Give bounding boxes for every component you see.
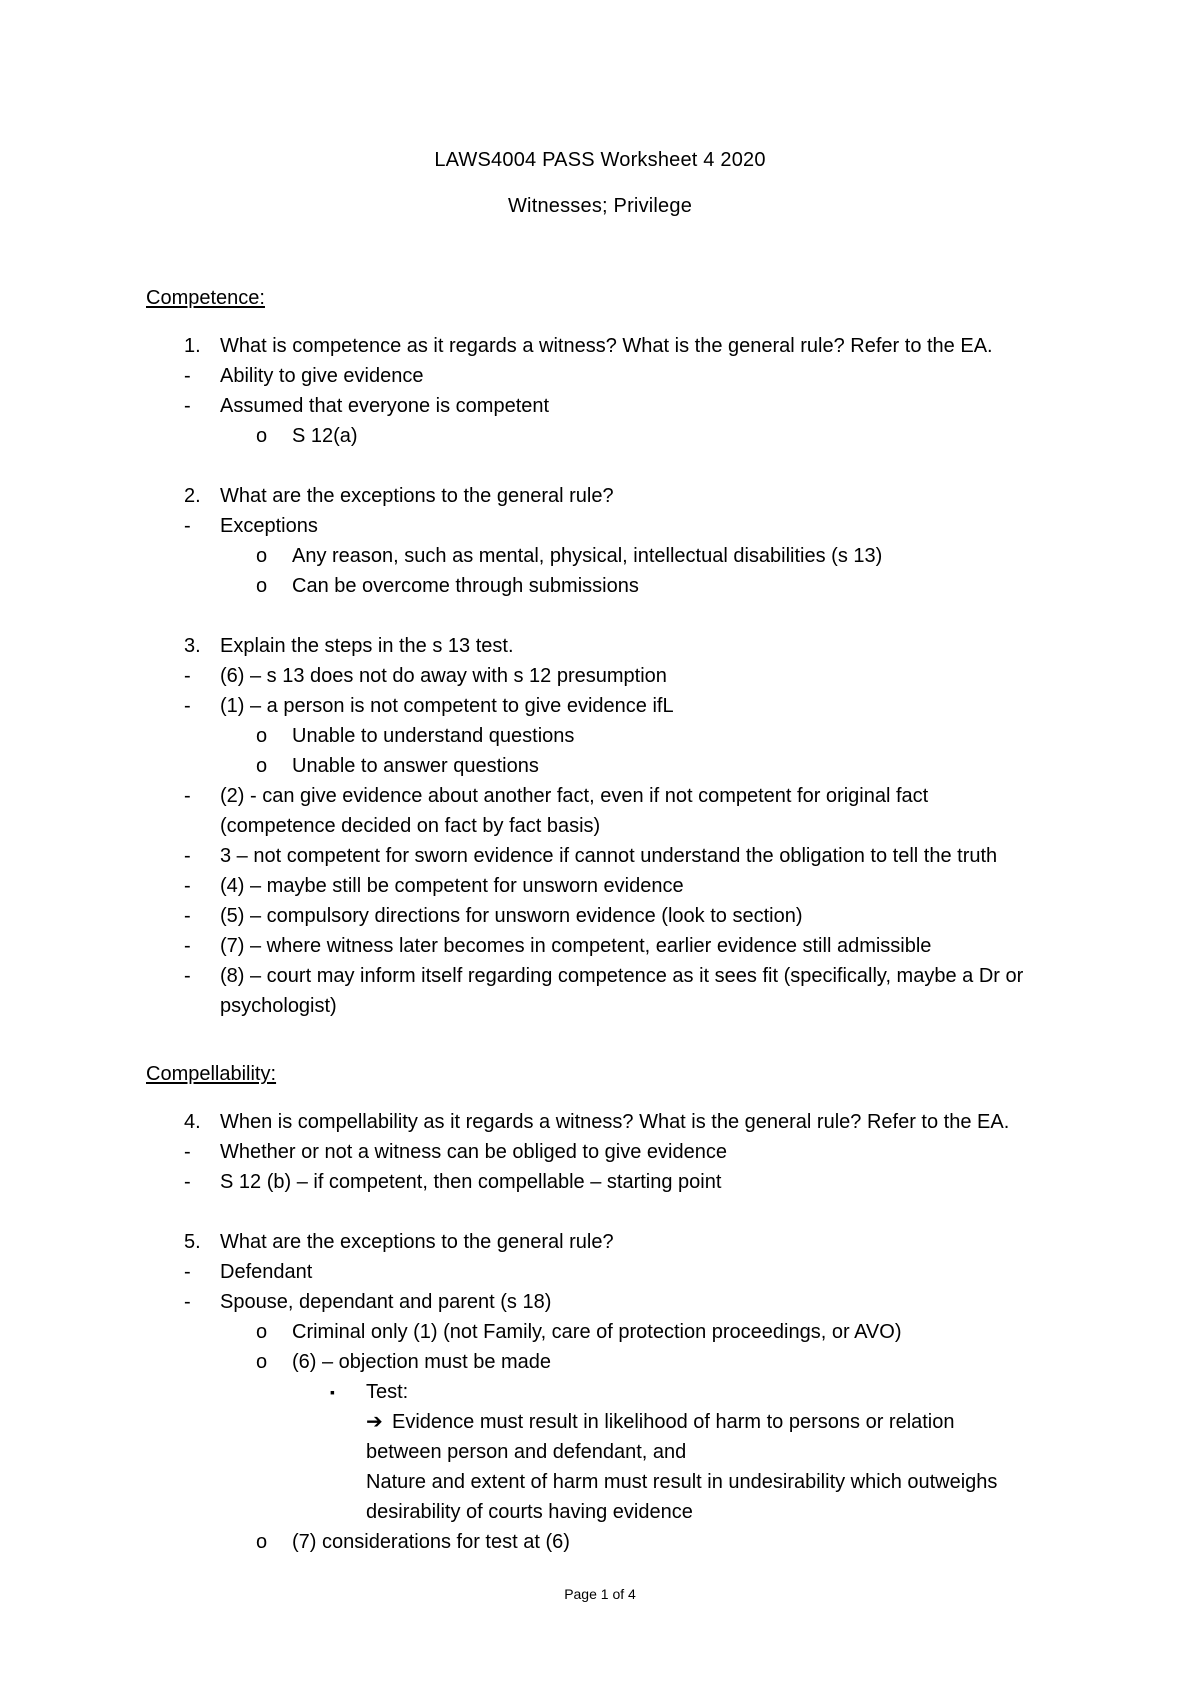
- dash-bullet: -: [184, 695, 191, 717]
- sub-list-item-text: Criminal only (1) (not Family, care of protection proceedings, or AVO): [292, 1321, 902, 1343]
- list-item-text: (8) – court may inform itself regarding competence as it sees fit (specifically, maybe a Dr or: [220, 965, 1024, 987]
- question-number: 2.: [184, 485, 201, 507]
- dash-bullet: -: [184, 1261, 191, 1283]
- sub-list-item-text: S 12(a): [292, 425, 358, 447]
- list-item-text: S 12 (b) – if competent, then compellable – starting point: [220, 1171, 722, 1193]
- arrow-icon: ➔: [366, 1411, 383, 1433]
- dash-bullet: -: [184, 785, 191, 807]
- list-item-text: Defendant: [220, 1261, 313, 1283]
- dash-bullet: -: [184, 875, 191, 897]
- dash-bullet: -: [184, 935, 191, 957]
- sub-list-item-text: Unable to answer questions: [292, 755, 539, 777]
- list-item-text: Assumed that everyone is competent: [220, 395, 550, 417]
- dash-bullet: -: [184, 1291, 191, 1313]
- question-number: 4.: [184, 1111, 201, 1133]
- circle-bullet: o: [256, 1531, 268, 1553]
- sub-sub-list-item-text: Test:: [366, 1381, 409, 1403]
- dash-bullet: -: [184, 1141, 191, 1163]
- section-heading-competence: Competence:: [146, 287, 265, 309]
- circle-bullet: o: [256, 755, 268, 777]
- document-title: LAWS4004 PASS Worksheet 4 2020: [434, 149, 766, 171]
- circle-bullet: o: [256, 1351, 268, 1373]
- question-number: 1.: [184, 335, 201, 357]
- circle-bullet: o: [256, 575, 268, 597]
- list-item-text: Spouse, dependant and parent (s 18): [220, 1291, 552, 1313]
- sub-list-item-text: (6) – objection must be made: [292, 1351, 552, 1373]
- list-item-text: (2) - can give evidence about another fact, even if not competent for original fact: [220, 785, 929, 807]
- list-item-continuation: psychologist): [220, 995, 337, 1017]
- list-item-text: Exceptions: [220, 515, 318, 537]
- list-item-continuation: (competence decided on fact by fact basis): [220, 815, 601, 837]
- dash-bullet: -: [184, 1171, 191, 1193]
- question-text: What are the exceptions to the general rule?: [220, 485, 614, 507]
- list-item-text: (1) – a person is not competent to give evidence ifL: [220, 695, 674, 717]
- question-number: 5.: [184, 1231, 201, 1253]
- list-item-text: 3 – not competent for sworn evidence if cannot understand the obligation to tell the truth: [220, 845, 998, 867]
- page-number: Page 1 of 4: [564, 1586, 636, 1602]
- list-item-text: (6) – s 13 does not do away with s 12 presumption: [220, 665, 667, 687]
- test-line: Nature and extent of harm must result in undesirability which outweighs: [366, 1471, 998, 1493]
- circle-bullet: o: [256, 725, 268, 747]
- list-item-text: Whether or not a witness can be obliged to give evidence: [220, 1141, 727, 1163]
- sub-list-item-text: (7) considerations for test at (6): [292, 1531, 570, 1553]
- dash-bullet: -: [184, 515, 191, 537]
- document-subtitle: Witnesses; Privilege: [507, 195, 693, 217]
- dash-bullet: -: [184, 905, 191, 927]
- question-number: 3.: [184, 635, 201, 657]
- sub-list-item-text: Unable to understand questions: [292, 725, 575, 747]
- test-line: between person and defendant, and: [366, 1441, 687, 1463]
- circle-bullet: o: [256, 1321, 268, 1343]
- dash-bullet: -: [184, 395, 191, 417]
- dash-bullet: -: [184, 365, 191, 387]
- question-text: What are the exceptions to the general rule?: [220, 1231, 614, 1253]
- list-item-text: (4) – maybe still be competent for unsworn evidence: [220, 875, 684, 897]
- circle-bullet: o: [256, 425, 268, 447]
- dash-bullet: -: [184, 845, 191, 867]
- section-heading-compellability: Compellability:: [146, 1063, 277, 1085]
- square-bullet: ▪: [330, 1384, 335, 1400]
- sub-list-item-text: Can be overcome through submissions: [292, 575, 639, 597]
- list-item-text: Ability to give evidence: [220, 365, 424, 387]
- list-item-text: (5) – compulsory directions for unsworn evidence (look to section): [220, 905, 803, 927]
- list-item-text: (7) – where witness later becomes in competent, earlier evidence still admissible: [220, 935, 932, 957]
- question-text: When is compellability as it regards a witness? What is the general rule? Refer to the EA.: [220, 1111, 1010, 1133]
- dash-bullet: -: [184, 665, 191, 687]
- question-text: What is competence as it regards a witness? What is the general rule? Refer to the EA.: [220, 335, 993, 357]
- test-line-text: Evidence must result in likelihood of harm to persons or relation: [392, 1411, 955, 1433]
- sub-list-item-text: Any reason, such as mental, physical, intellectual disabilities (s 13): [292, 545, 883, 567]
- circle-bullet: o: [256, 545, 268, 567]
- test-line: desirability of courts having evidence: [366, 1501, 693, 1523]
- question-text: Explain the steps in the s 13 test.: [220, 635, 514, 657]
- dash-bullet: -: [184, 965, 191, 987]
